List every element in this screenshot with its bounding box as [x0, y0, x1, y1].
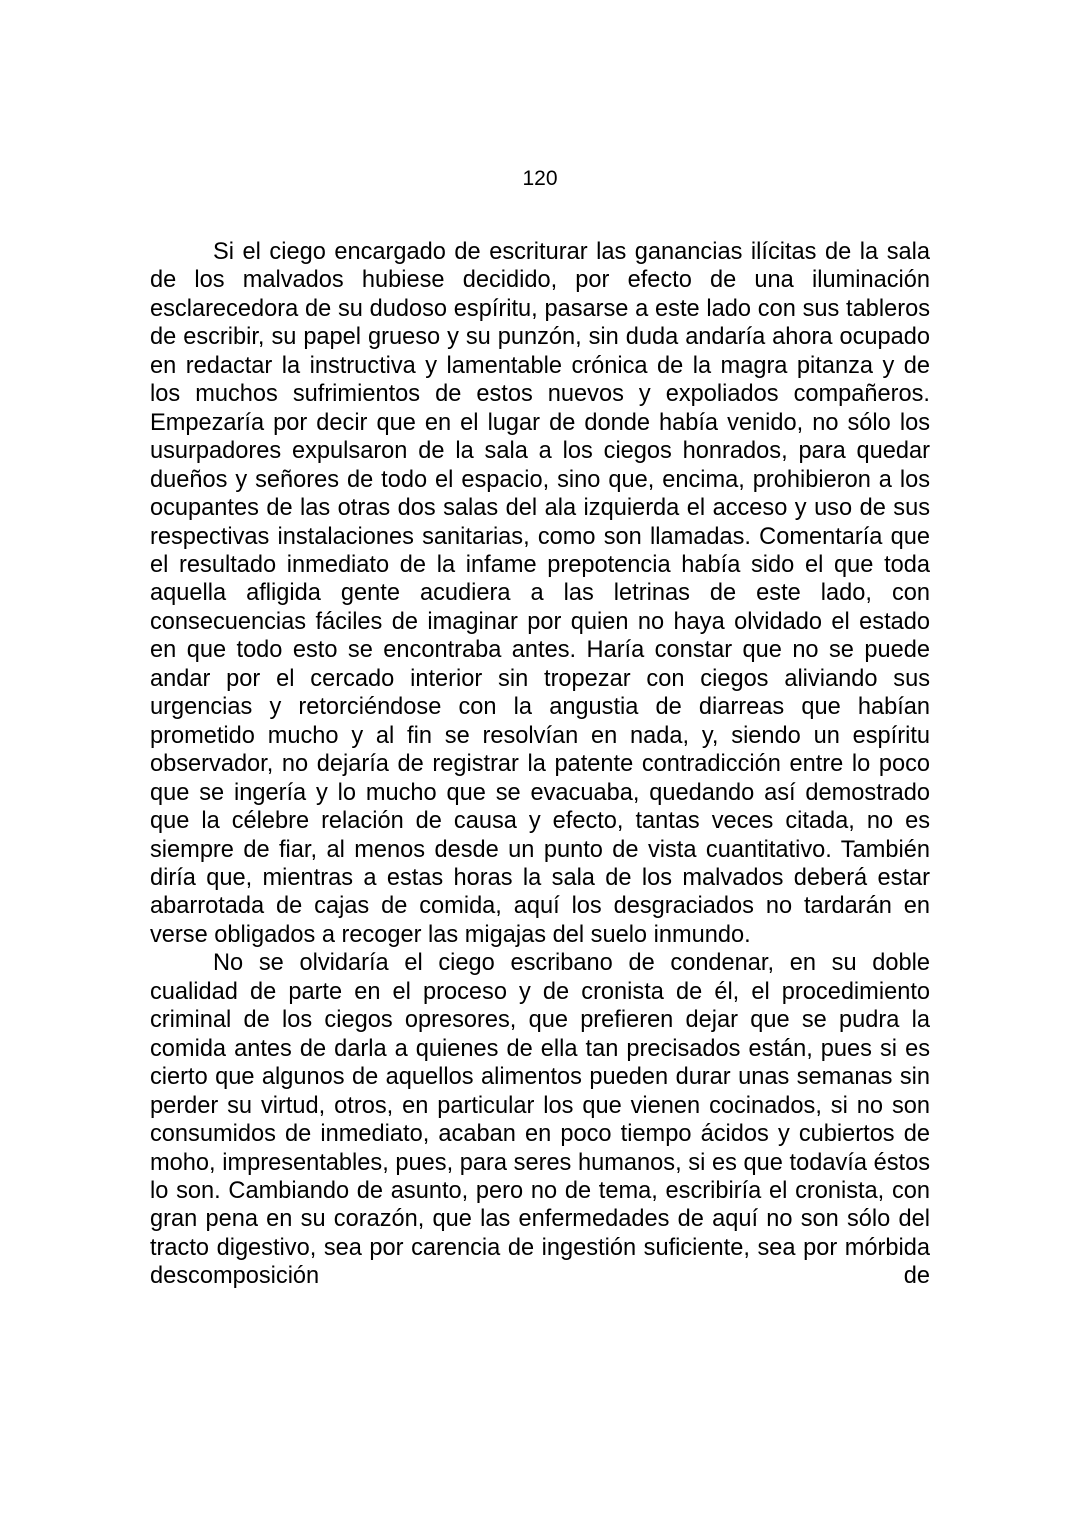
paragraph-1: Si el ciego encargado de escriturar las ganancias ilícitas de la sala de los malvados hubiese decidido, por efecto de una iluminación esclarecedora de su dudoso espíritu, pasarse a este lado con sus tableros de escribir, su papel grueso y su punzón, sin duda andaría ahora ocupado en redactar la instructiva y lamentable crónica de la magra pitanza y de los muchos sufrimientos de estos nuevos y expoliados compañeros. Empezaría por decir que en el lugar de donde había venido, no sólo los usurpadores expulsaron de la sala a los ciegos honrados, para quedar dueños y señores de todo el espacio, sino que, encima, prohibieron a los ocupantes de las otras dos salas del ala izquierda el acceso y uso de sus respectivas instalaciones sanitarias, como son llamadas. Comentaría que el resultado inmediato de la infame prepotencia había sido el que toda aquella afligida gente acudiera a las letrinas de este lado, con consecuencias fáciles de imaginar por quien no haya olvidado el estado en que todo esto se encontraba antes. Haría constar que no se puede andar por el cercado interior sin tropezar con ciegos aliviando sus urgencias y retorciéndose con la angustia de diarreas que habían prometido mucho y al fin se resolvían en nada, y, siendo un espíritu observador, no dejaría de registrar la patente contradicción entre lo poco que se ingería y lo mucho que se evacuaba, quedando así demostrado que la célebre relación de causa y efecto, tantas veces citada, no es siempre de fiar, al menos desde un punto de vista cuantitativo. También diría que, mientras a estas horas la sala de los malvados deberá estar abarrotada de cajas de comida, aquí los desgraciados no tardarán en verse obligados a recoger las migajas del suelo inmundo. — [150, 239, 930, 948]
page-number: 120 — [522, 167, 558, 190]
paragraph-2: No se olvidaría el ciego escribano de condenar, en su doble cualidad de parte en el proceso y de cronista de él, el procedimiento criminal de los ciegos opresores, que prefieren dejar que se pudra la comida antes de darla a quienes de ella tan precisados están, pues si es cierto que algunos de aquellos alimentos pueden durar unas semanas sin perder su virtud, otros, en particular los que vienen cocinados, si no son consumidos de inmediato, acaban en poco tiempo ácidos y cubiertos de moho, impresentables, pues, para seres humanos, si es que todavía éstos lo son. Cambiando de asunto, pero no de tema, escribiría el cronista, con gran pena en su corazón, que las enfermedades de aquí no son sólo del tracto digestivo, sea por carencia de ingestión suficiente, sea por mórbida descomposición de — [150, 950, 930, 1290]
body-text — [150, 238, 930, 1291]
